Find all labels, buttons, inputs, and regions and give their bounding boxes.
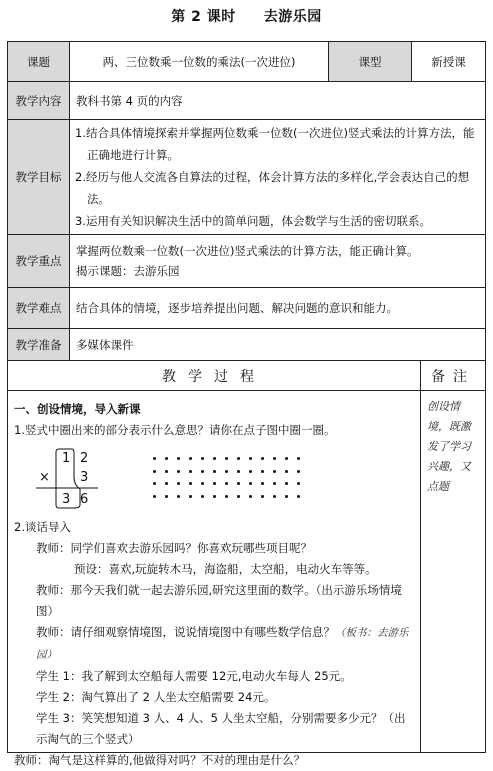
lesson-number: 第 2 课时 (171, 9, 236, 25)
page-title (0, 6, 493, 26)
grid-dot (273, 482, 276, 485)
grid-dot (201, 495, 204, 498)
grid-dot (213, 482, 216, 485)
grid-dot (249, 470, 252, 473)
grid-dot (297, 457, 300, 460)
grid-dot (189, 457, 192, 460)
grid-dot (249, 457, 252, 460)
side-note: 创设情境，既激发了学习兴趣，又点题 (421, 391, 486, 752)
grid-dot (213, 457, 216, 460)
dialogue-line: 学生 1：我了解到太空船每人需要 12元,电动火车每人 25元。 (36, 669, 352, 683)
preparation-row (8, 329, 486, 361)
goals-list (70, 120, 486, 234)
grid-dot (225, 482, 228, 485)
section-subheading: 2.谈话导入 (14, 520, 71, 534)
dialogue-line: 学生 3：笑笑想知道 3 人、4 人、5 人坐太空船，分别需要多少元？（出示淘气的三个竖式） (36, 711, 406, 746)
grid-dot (237, 495, 240, 498)
grid-dot (261, 482, 264, 485)
grid-dot (201, 457, 204, 460)
grid-dot (261, 470, 264, 473)
type-value: 新授课 (412, 42, 486, 81)
goal-item: 3.运用有关知识解决生活中的简单问题，体会数学与生活的密切联系。 (75, 214, 431, 228)
grid-dot (285, 495, 288, 498)
topic-row (8, 42, 486, 82)
dialogue-line: 教师：淘气是这样算的,他做得对吗？不对的理由是什么？ (14, 753, 306, 767)
board-note: （板书：去游乐园） (36, 627, 409, 661)
difficulty-label: 教学难点 (8, 288, 70, 328)
lesson-plan-table (7, 41, 486, 767)
multiplicand-ones-digit: 2 (80, 451, 89, 466)
reveal-topic-line: 揭示课题：去游乐园 (76, 264, 180, 278)
key-point-line: 掌握两位数乘一位数(一次进位)竖式乘法的计算方法，能正确计算。 (76, 244, 419, 258)
key-points-row (8, 235, 486, 288)
grid-dot (285, 470, 288, 473)
dialogue-line: 教师：那今天我们就一起去游乐园,研究这里面的数学。（出示游乐场情境图） (36, 583, 402, 618)
key-points-label: 教学重点 (8, 235, 70, 287)
difficulty-value: 结合具体的情境，逐步培养提出问题、解决问题的意识和能力。 (70, 288, 486, 328)
grid-dot (213, 470, 216, 473)
grid-dot (153, 495, 156, 498)
process-body-row (8, 391, 486, 767)
dialogue-text: 教师：请仔细观察情境图，说说情境图中有哪些数学信息？ (36, 625, 335, 639)
content-label: 教学内容 (8, 82, 70, 119)
section-heading: 一、创设情境，导入新课 (14, 402, 141, 416)
grid-dot (261, 457, 264, 460)
grid-dot (177, 457, 180, 460)
grid-dot (285, 457, 288, 460)
type-label: 课型 (329, 42, 412, 81)
times-sign: × (39, 470, 50, 485)
content-value: 教科书第 4 页的内容 (70, 82, 486, 119)
grid-dot (249, 495, 252, 498)
lesson-title: 去游乐园 (263, 9, 322, 25)
content-row (8, 82, 486, 120)
grid-dot (165, 457, 168, 460)
question-line: 1.竖式中圈出来的部分表示什么意思？请你在点子图中圈一圈。 (14, 423, 336, 437)
grid-dot (153, 482, 156, 485)
grid-dot (213, 495, 216, 498)
multiplicand-tens-digit: 1 (62, 451, 71, 466)
grid-dot (285, 482, 288, 485)
goals-row (8, 120, 486, 235)
process-header: 教学过程 (8, 361, 421, 390)
grid-dot (249, 482, 252, 485)
dot-grid (149, 453, 305, 503)
grid-dot (225, 495, 228, 498)
multiplier-digit: 3 (80, 470, 89, 485)
figure-area (14, 441, 416, 517)
goal-item: 2.经历与他人交流各自算法的过程，体会计算方法的多样化,学会表达自己的想法。 (75, 170, 470, 206)
grid-dot (177, 482, 180, 485)
topic-label: 课题 (8, 42, 70, 81)
grid-dot (189, 482, 192, 485)
grid-dot (201, 482, 204, 485)
dialogue-line (14, 622, 416, 666)
grid-dot (189, 495, 192, 498)
grid-dot (261, 495, 264, 498)
grid-dot (237, 470, 240, 473)
grid-dot (237, 457, 240, 460)
grid-dot (297, 482, 300, 485)
dialogue-line: 学生 2：淘气算出了 2 人坐太空船需要 24元。 (36, 690, 276, 704)
product-tens-digit: 3 (62, 492, 71, 507)
grid-dot (297, 495, 300, 498)
grid-dot (225, 457, 228, 460)
grid-dot (297, 470, 300, 473)
key-points-value (70, 235, 486, 287)
preparation-value: 多媒体课件 (70, 329, 486, 360)
preparation-label: 教学准备 (8, 329, 70, 360)
grid-dot (177, 470, 180, 473)
grid-dot (189, 470, 192, 473)
grid-dot (237, 482, 240, 485)
goal-item: 1.结合具体情境探索并掌握两位数乘一位数(一次进位)竖式乘法的计算方法，能正确地进行计算。 (75, 126, 475, 162)
grid-dot (225, 470, 228, 473)
notes-header: 备注 (421, 361, 486, 390)
grid-dot (201, 470, 204, 473)
grid-dot (153, 470, 156, 473)
process-header-row (8, 361, 486, 391)
grid-dot (165, 470, 168, 473)
grid-dot (273, 470, 276, 473)
dialogue-line: 教师：同学们喜欢去游乐园吗？你喜欢玩哪些项目呢？ (36, 541, 312, 555)
topic-value: 两、三位数乘一位数的乘法(一次进位) (70, 42, 329, 81)
difficulty-row (8, 288, 486, 329)
grid-dot (273, 495, 276, 498)
product-ones-digit: 6 (80, 492, 89, 507)
goals-label: 教学目标 (8, 120, 70, 234)
grid-dot (153, 457, 156, 460)
grid-dot (165, 495, 168, 498)
grid-dot (177, 495, 180, 498)
grid-dot (273, 457, 276, 460)
dialogue-line: 预设：喜欢,玩旋转木马，海盗船，太空船，电动火车等等。 (74, 562, 377, 576)
grid-dot (165, 482, 168, 485)
vertical-multiplication-figure (26, 445, 108, 511)
process-content (8, 391, 421, 767)
